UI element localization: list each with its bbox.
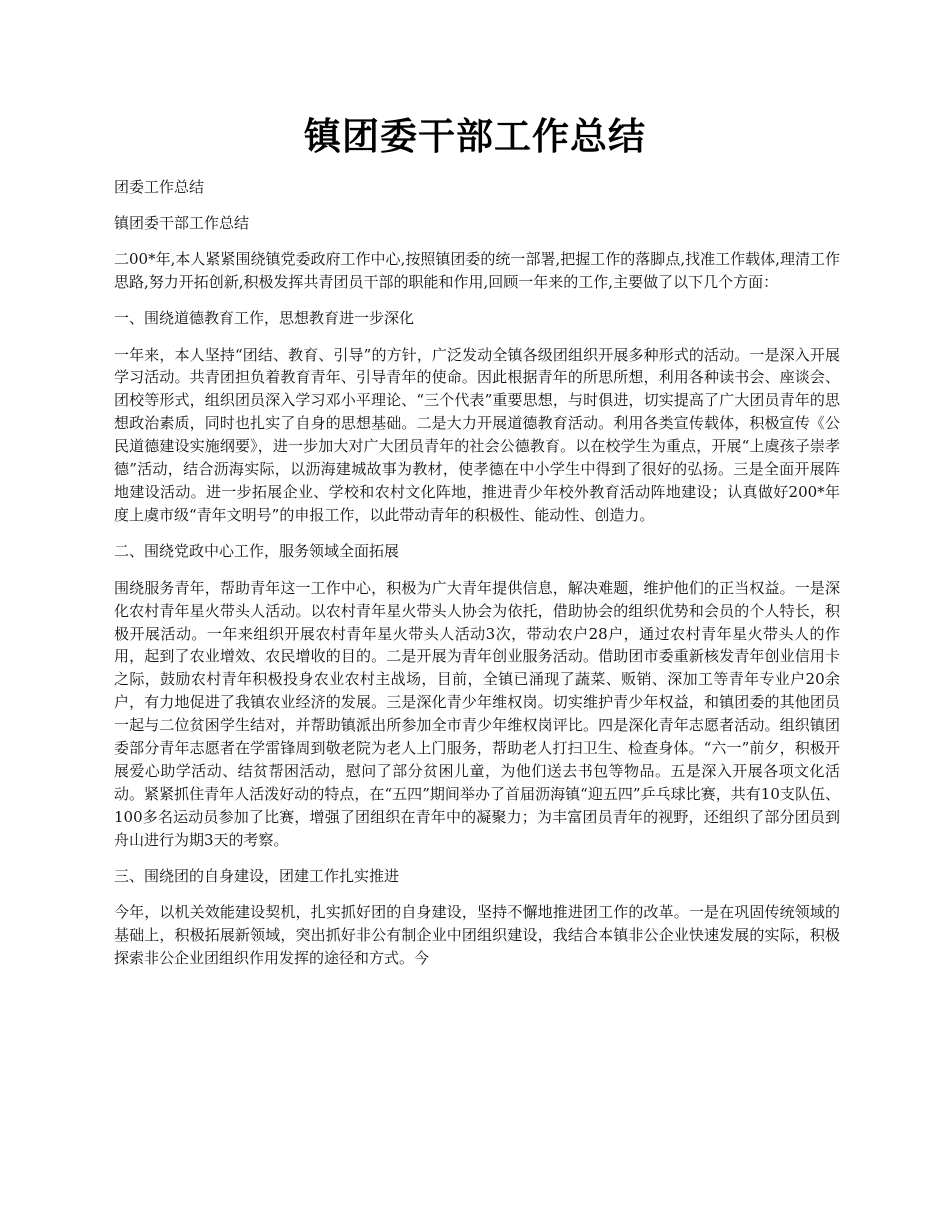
section-heading-1: 一、围绕道德教育工作，思想教育进一步深化: [114, 308, 415, 327]
document-title: 镇团委干部工作总结: [304, 114, 646, 158]
paragraph-section-1: 一年来，本人坚持“团结、教育、引导”的方针，广泛发动全镇各级团组织开展多种形式的活动。一是深入开展学习活动。共青团担负着教育青年、引导青年的使命。因此根据青年的所思所想，利用各种读书会、座谈会、团校等形式，组织团员深入学习邓小平理论、“三个代表”重要思想，与时俱进，切实提高了广大团员青年的思想政治素质，同时也扎实了自身的思想基础。二是大力开展道德教育活动。利用各类宣传载体，积极宣传《公民道德建设实施纲要》，进一步加大对广大团员青年的社会公德教育。以在校学生为重点，开展“上虞孩子崇孝德”活动，结合沥海实际，以沥海建城故事为教材，使孝德在中小学生中得到了很好的弘扬。三是全面开展阵地建设活动。进一步拓展企业、学校和农村文化阵地，推进青少年校外教育活动阵地建设；认真做好200*年度上虞市级“青年文明号”的申报工作，以此带动青年的积极性、能动性、创造力。: [114, 345, 840, 524]
section-heading-3: 三、围绕团的自身建设，团建工作扎实推进: [114, 866, 400, 885]
paragraph-category: 团委工作总结: [114, 178, 205, 196]
paragraph-section-3: 今年，以机关效能建设契机，扎实抓好团的自身建设，坚持不懈地推进团工作的改革。一是在巩固传统领域的基础上，积极拓展新领域，突出抓好非公有制企业中团组织建设，我结合本镇非公企业快速发展的实际，积极探索非公企业团组织作用发挥的途径和方式。今: [114, 903, 840, 968]
paragraph-section-2: 围绕服务青年，帮助青年这一工作中心，积极为广大青年提供信息，解决难题，维护他们的正当权益。一是深化农村青年星火带头人活动。以农村青年星火带头人协会为依托，借助协会的组织优势和会员的个人特长，积极开展活动。一年来组织开展农村青年星火带头人活动3次，带动农户28户，通过农村青年星火带头人的作用，起到了农业增效、农民增收的目的。二是开展为青年创业服务活动。借助团市委重新核发青年创业信用卡之际，鼓励农村青年积极投身农业农村主战场，目前，全镇已涌现了蔬菜、贩销、深加工等青年专业户20余户，有力地促进了我镇农业经济的发展。三是深化青少年维权岗。切实维护青少年权益，和镇团委的其他团员一起与二位贫困学生结对，并帮助镇派出所参加全市青少年维权岗评比。四是深化青年志愿者活动。组织镇团委部分青年志愿者在学雷锋周到敬老院为老人上门服务，帮助老人打扫卫生、检查身体。“六一”前夕，积极开展爱心助学活动、结贫帮困活动，慰问了部分贫困儿童，为他们送去书包等物品。五是深入开展各项文化活动。紧紧抓住青年人活泼好动的特点，在“五四”期间举办了首届沥海镇“迎五四”乒乓球比赛，共有10支队伍、100多名运动员参加了比赛，增强了团组织在青年中的凝聚力；为丰富团员青年的视野，还组织了部分团员到舟山进行为期3天的考察。: [114, 578, 840, 849]
section-heading-2: 二、围绕党政中心工作，服务领域全面拓展: [114, 541, 400, 560]
paragraph-subtitle: 镇团委干部工作总结: [114, 213, 250, 232]
document-body: [114, 176, 840, 983]
paragraph-intro: 二00*年,本人紧紧围绕镇党委政府工作中心,按照镇团委的统一部署,把握工作的落脚点,找准工作载体,理清工作思路,努力开拓创新,积极发挥共青团员干部的职能和作用,回顾一年来的工作,主要做了以下几个方面：: [114, 249, 840, 291]
